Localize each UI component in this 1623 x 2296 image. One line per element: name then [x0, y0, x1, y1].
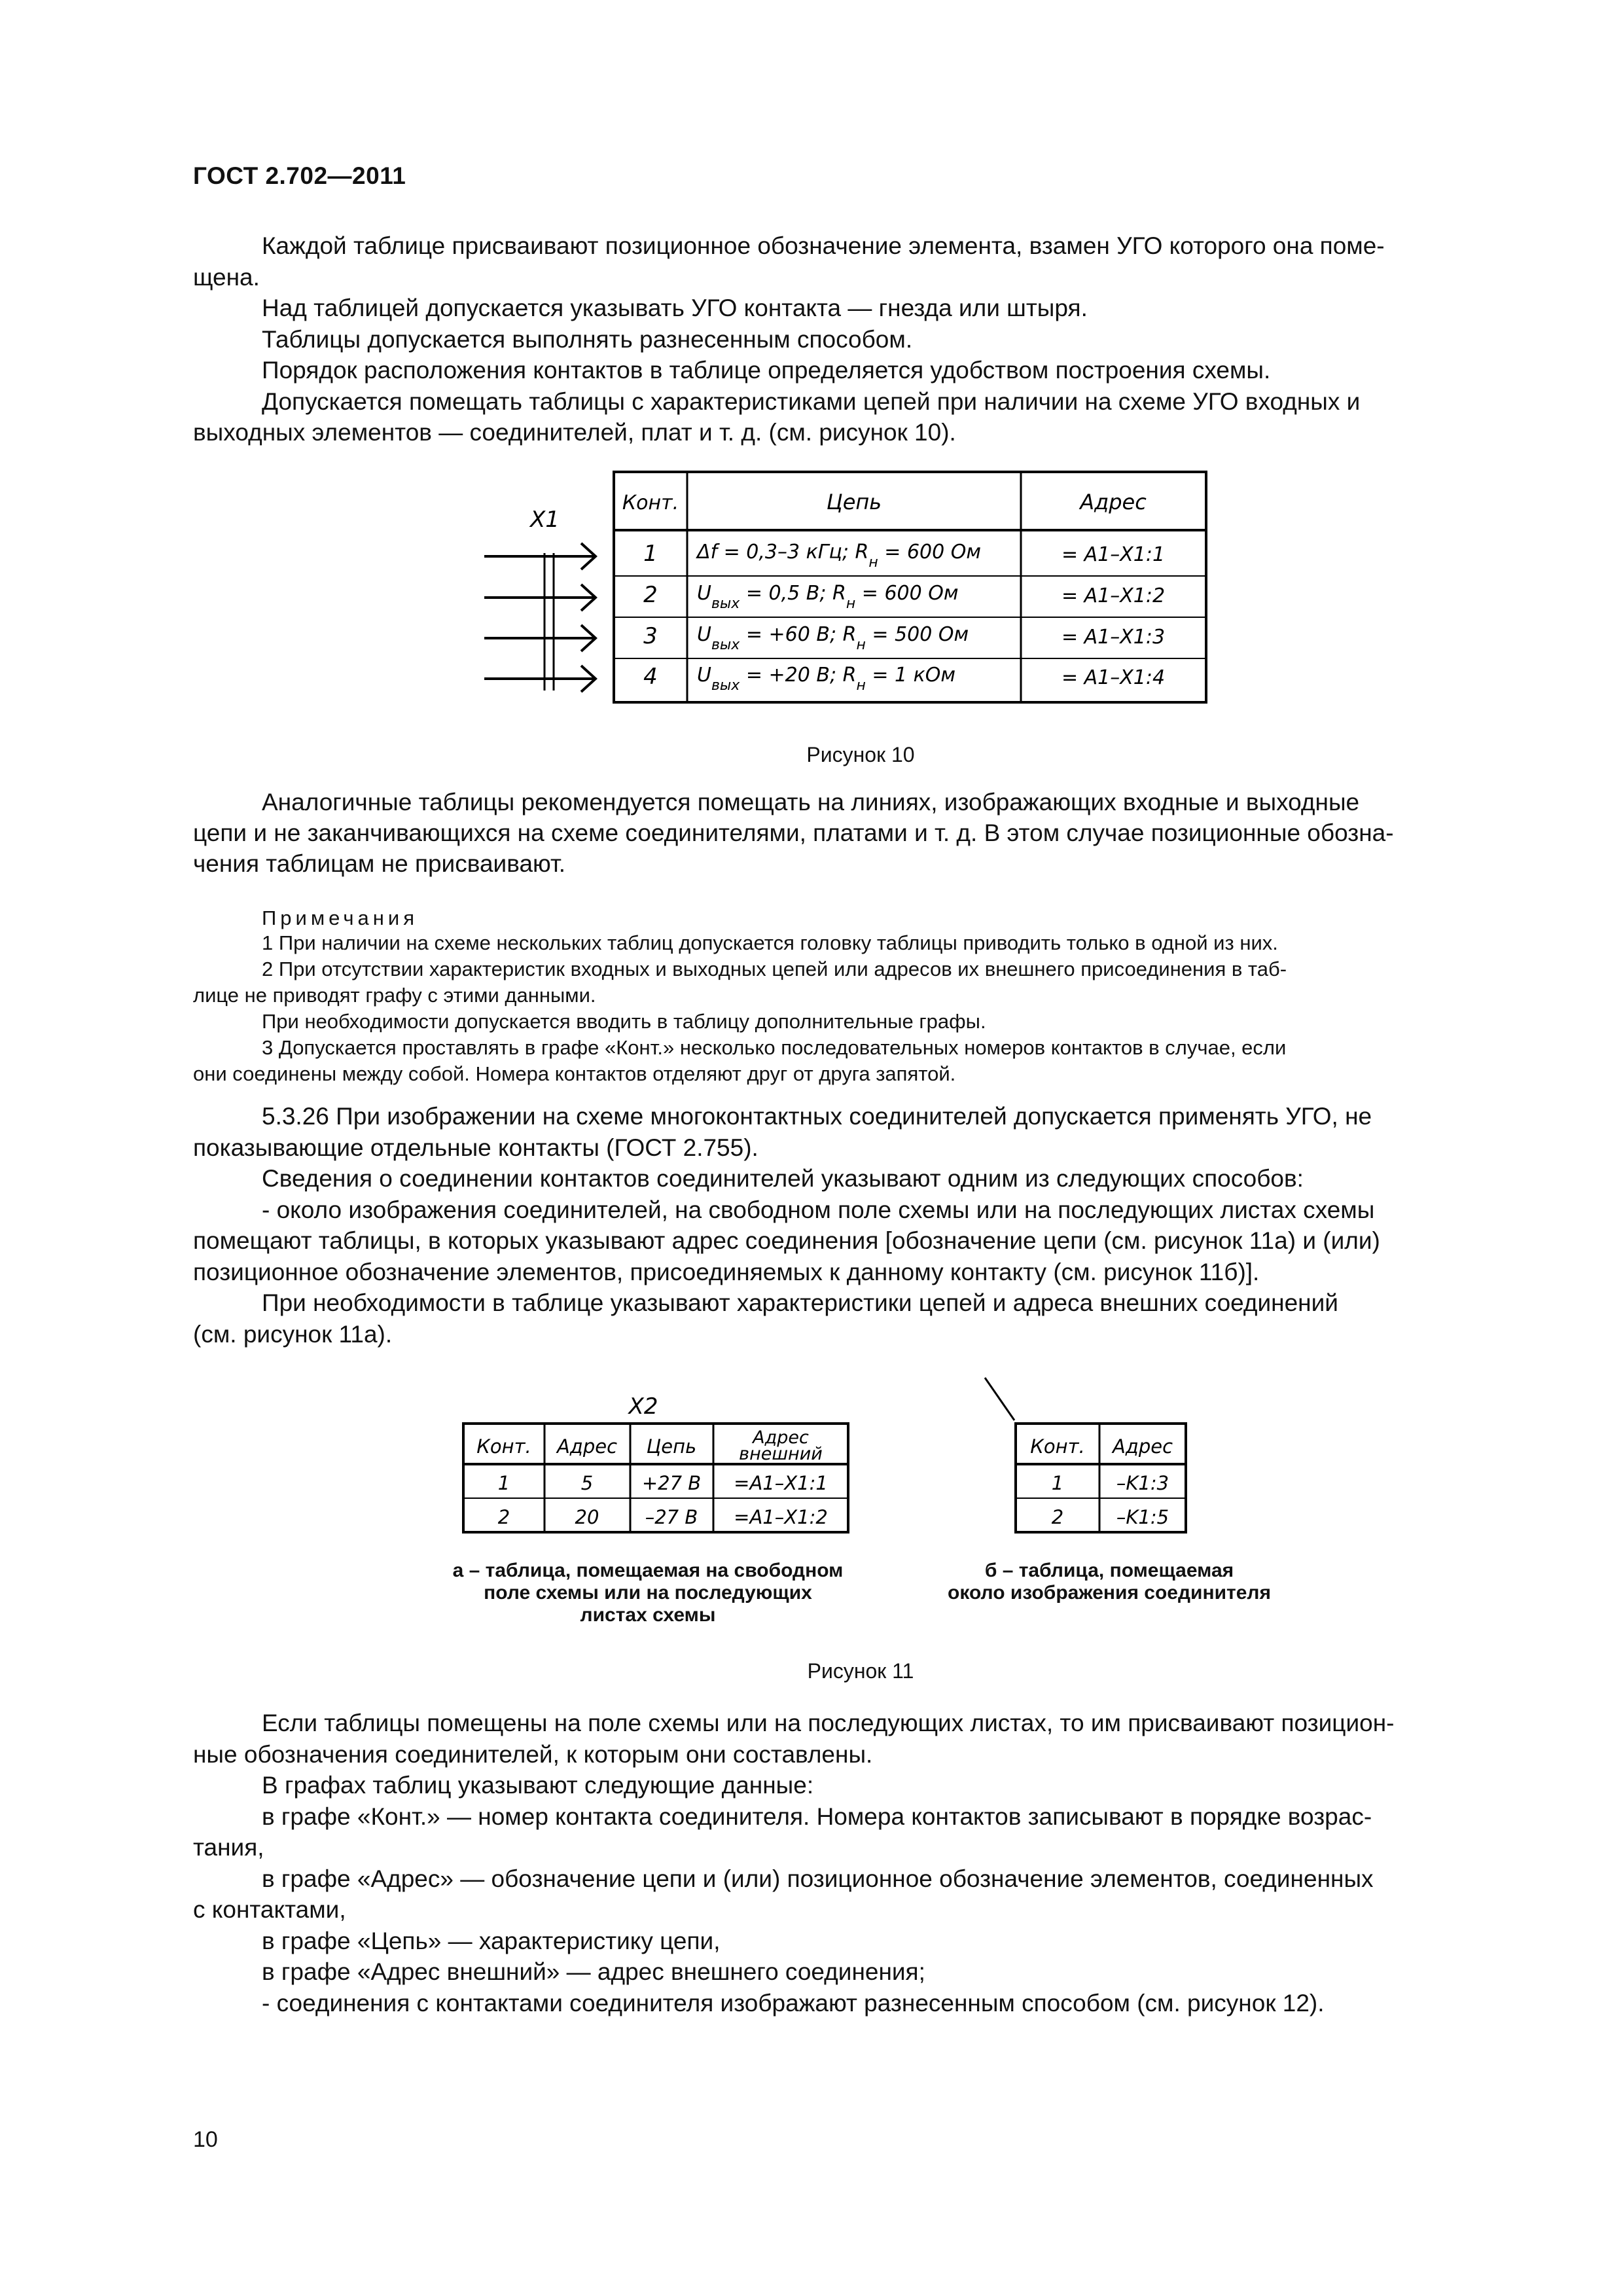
svg-text:Конт.: Конт. [1030, 1435, 1085, 1458]
block2-line: Аналогичные таблицы рекомендуется помещать на линиях, изображающих входные и выходные [262, 789, 1360, 816]
fig10-header-contact: Конт. [622, 492, 679, 514]
figure-11b-table [982, 1374, 1198, 1545]
block1-line: Таблицы допускается выполнять разнесенным способом. [262, 325, 913, 353]
notes-line: 1 При наличии на схеме нескольких таблиц допускается головку таблицы приводить только в одной из них. [262, 931, 1278, 954]
block4-line: Если таблицы помещены на поле схемы или на последующих листах, то им присваивают позицион- [262, 1710, 1395, 1736]
block3-line: - около изображения соединителей, на свободном поле схемы или на последующих листах схемы [262, 1196, 1375, 1223]
block3-line: (см. рисунок 11а). [193, 1320, 393, 1348]
fig10-address-cell: = A1–X1:1 [1061, 543, 1166, 566]
block3-line: помещают таблицы, в которых указывают адрес соединения [обозначение цепи (см. рисунок 11а) и (или) [193, 1227, 1380, 1254]
fig10-circuit-cell: $U_{вых} = +60$ В; $R_н = 500$ Ом [697, 623, 969, 653]
block4-line: в графе «Адрес» — обозначение цепи и (или) позиционное обозначение элементов, соединенных [262, 1865, 1374, 1892]
figure-11a-table [458, 1391, 857, 1541]
fig10-address-cell: = A1–X1:2 [1061, 584, 1166, 607]
caption-line: поле схемы или на последующих [484, 1582, 812, 1604]
block3-line: позиционное обозначение элементов, присоединяемых к данному контакту (см. рисунок 11б)]. [193, 1258, 1260, 1285]
connector-label-x1: X1 [530, 507, 560, 533]
block2-line: цепи и не заканчивающихся на схеме соединителями, платами и т. д. В этом случае позиционные обозна- [193, 819, 1394, 846]
figure-10-caption: Рисунок 10 [806, 743, 915, 766]
notes-title: Примечания [262, 906, 418, 929]
table_a-cell: +27 В [641, 1472, 702, 1494]
caption-line: б – таблица, помещаемая [984, 1560, 1234, 1581]
block4-line: в графе «Адрес внешний» — адрес внешнего соединения; [262, 1958, 925, 1985]
figure-11b-caption [897, 1560, 1322, 1604]
fig10-address-cell: = A1–X1:3 [1061, 626, 1166, 649]
table_a-cell: =A1–X1:2 [734, 1506, 828, 1528]
fig10-circuit-cell: $U_{вых} = 0,5$ В; $R_н = 600$ Ом [697, 582, 959, 612]
contact-arrows [484, 543, 596, 692]
block1-line: Порядок расположения контактов в таблице определяется удобством построения схемы. [262, 357, 1271, 384]
fig10-contact-cell: 1 [643, 541, 658, 567]
svg-text:Конт.: Конт. [476, 1435, 531, 1458]
figure-10 [471, 468, 1217, 710]
fig10-header-circuit: Цепь [826, 490, 882, 514]
figure-11a-caption [393, 1560, 903, 1626]
svg-text:Цепь: Цепь [646, 1435, 697, 1458]
block4-line: В графах таблиц указывают следующие данные: [262, 1772, 814, 1799]
block1-line: щена. [193, 263, 260, 291]
table_b-cell: –K1:5 [1116, 1506, 1169, 1528]
table_a-cell: 1 [497, 1472, 510, 1494]
fig10-circuit-cell: $U_{вых} = +20$ В; $R_н = 1$ кОм [697, 664, 956, 694]
block1-line: выходных элементов — соединителей, плат и т. д. (см. рисунок 10). [193, 419, 956, 446]
svg-text:Адрес: Адрес [753, 1427, 809, 1448]
block1-line: Над таблицей допускается указывать УГО контакта — гнезда или штыря. [262, 295, 1088, 321]
svg-text:Адрес: Адрес [1112, 1435, 1173, 1458]
table_a-cell: =A1–X1:1 [734, 1472, 828, 1494]
notes-line: они соединены между собой. Номера контактов отделяют друг от друга запятой. [193, 1062, 956, 1085]
table_a-cell: 20 [575, 1506, 599, 1528]
svg-text:внешний: внешний [739, 1444, 823, 1464]
block3-line: 5.3.26 При изображении на схеме многоконтактных соединителей допускается применять УГО, не [262, 1103, 1372, 1130]
table_b-cell: 1 [1051, 1472, 1064, 1494]
block4-line: ные обозначения соединителей, к которым они составлены. [193, 1740, 873, 1768]
caption-line: около изображения соединителя [948, 1582, 1271, 1604]
block4-line: - соединения с контактами соединителя изображают разнесенным способом (см. рисунок 12). [262, 1989, 1325, 2017]
table_a-cell: –27 В [645, 1506, 698, 1528]
block4-line: в графе «Цепь» — характеристику цепи, [262, 1927, 721, 1954]
fig10-circuit-cell: Δf = 0,3–3 кГц; $R_н = 600$ Ом [697, 541, 982, 571]
block1-line: Допускается помещать таблицы с характеристиками цепей при наличии на схеме УГО входных и [262, 387, 1361, 415]
fig10-address-cell: = A1–X1:4 [1061, 666, 1166, 689]
block4-line: с контактами, [193, 1896, 346, 1923]
block3-line: показывающие отдельные контакты (ГОСТ 2.755). [193, 1134, 758, 1161]
figure-11-caption: Рисунок 11 [807, 1659, 914, 1683]
table_a-cell: 2 [497, 1506, 510, 1528]
page-number: 10 [193, 2127, 218, 2152]
fig10-contact-cell: 2 [643, 582, 658, 608]
fig10-header-address: Адрес [1080, 490, 1147, 514]
notes-line: 2 При отсутствии характеристик входных и выходных цепей или адресов их внешнего присоединения в таб- [262, 958, 1287, 980]
connector-label-x2: X2 [628, 1393, 658, 1420]
fig10-contact-cell: 3 [643, 623, 658, 649]
table_b-cell: –K1:3 [1116, 1472, 1169, 1494]
block1-line: Каждой таблице присваивают позиционное обозначение элемента, взамен УГО которого она поме- [262, 232, 1385, 259]
fig10-contact-cell: 4 [643, 664, 658, 690]
caption-line: а – таблица, помещаемая на свободном [452, 1560, 844, 1581]
block4-line: в графе «Конт.» — номер контакта соединителя. Номера контактов записывают в порядке возрас- [262, 1803, 1372, 1830]
table_a-cell: 5 [580, 1472, 594, 1494]
document-header: ГОСТ 2.702—2011 [193, 162, 406, 189]
block4-line: тания, [193, 1834, 264, 1861]
notes-line: лице не приводят графу с этими данными. [193, 984, 596, 1007]
svg-text:Адрес: Адрес [556, 1435, 618, 1458]
block3-line: Сведения о соединении контактов соединителей указывают одним из следующих способов: [262, 1165, 1304, 1192]
notes-line: 3 Допускается проставлять в графе «Конт.» несколько последовательных номеров контактов в случае, если [262, 1036, 1287, 1059]
notes-line: При необходимости допускается вводить в таблицу дополнительные графы. [262, 1010, 986, 1033]
caption-line: листах схемы [580, 1604, 716, 1626]
block2-line: чения таблицам не присваивают. [193, 850, 566, 877]
block3-line: При необходимости в таблице указывают характеристики цепей и адреса внешних соединений [262, 1289, 1338, 1316]
table_b-cell: 2 [1051, 1506, 1064, 1528]
